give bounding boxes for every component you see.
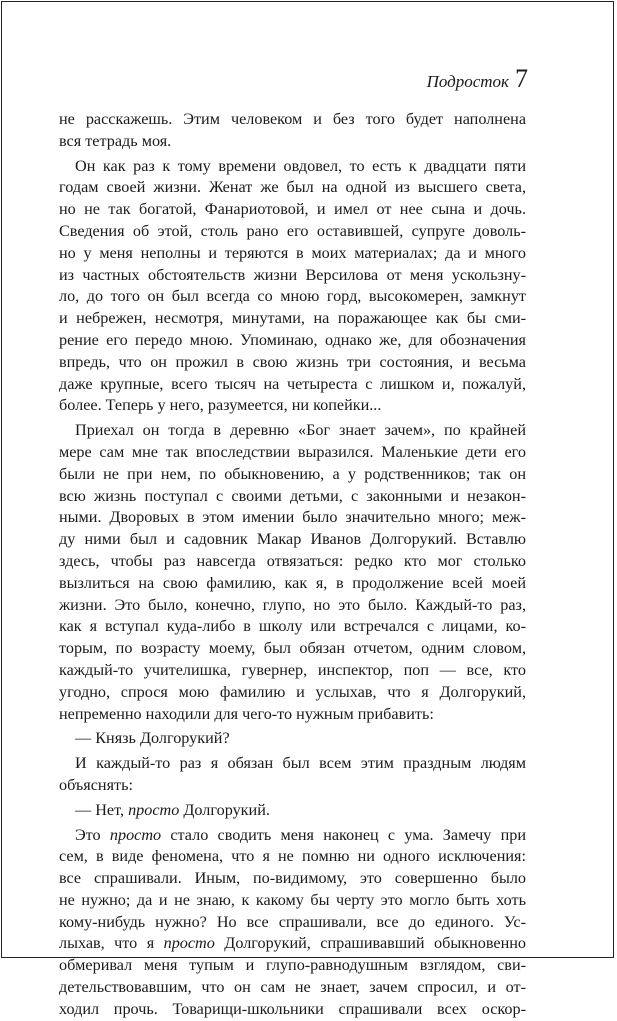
text-line: жизни. Это было, конечно, глупо, но это было. Каждый-то раз,: [59, 595, 526, 614]
text-line: Приехал он тогда в деревню «Бог знает зачем», по крайней: [75, 421, 526, 440]
text-line: не расскажешь. Этим человеком и без того будет наполнена: [59, 110, 526, 128]
text-line: объяснять:: [59, 775, 133, 794]
text-line: [59, 825, 526, 847]
text-line: но не так богатой, Фанариотовой, и имел от нее сына и дочь.: [59, 200, 526, 219]
text-line: ду ними был и садовник Макар Иванов Долгорукий. Вставлю: [59, 530, 526, 549]
text-line: и небрежен, несмотря, минутами, на поражающее как бы сми-: [59, 309, 526, 328]
text-line: годам своей жизни. Женат же был на одной из высшего света,: [59, 178, 526, 197]
emphasis: просто: [128, 800, 180, 819]
emphasis: просто: [109, 825, 162, 844]
page-number: 7: [515, 64, 528, 93]
body-text: [59, 109, 526, 1021]
text-line: все спрашивали. Иным, по-видимому, это совершенно было: [59, 869, 526, 888]
text-line: угодно, спрося мою фамилию и услыхав, что я Долгорукий,: [59, 682, 526, 701]
text-line: были не при нем, по обыкновению, а у родственников; так он: [59, 464, 526, 483]
dialogue-line: — Князь Долгорукий?: [75, 729, 230, 748]
text-span: стало сводить меня наконец с ума. Замечу при: [161, 825, 526, 844]
text-line: но у меня неполны и теряются в моих материалах; да и много: [59, 243, 526, 262]
text-line: как я вступал куда-либо в школу или встречался с лицами, ко-: [59, 617, 526, 636]
text-line: даже крупные, всего тысяч на четыреста с лишком и, пожалуй,: [59, 374, 526, 393]
text-line: каждый-то учителишка, гувернер, инспектор, поп — все, кто: [59, 660, 526, 679]
dialogue-line: [59, 800, 526, 822]
emphasis: просто: [163, 934, 215, 953]
text-line: ло, до того он был всегда со мною горд, высокомерен, замкнут: [59, 287, 526, 306]
text-line: ными. Дворовых в этом имении было значительно много; меж-: [59, 508, 526, 527]
text-line: здесь, чтобы раз навсегда отвязаться: редко кто мог столько: [59, 551, 526, 570]
text-line: сем, в виде феномена, что я не помню ни одного исключения:: [59, 847, 526, 866]
text-line: рение его передо мною. Упоминаю, однако же, для обозначения: [59, 330, 526, 349]
text-line: детельствовавшим, что он сам не знает, зачем спросил, и от-: [59, 978, 526, 997]
text-line: вся тетрадь моя.: [59, 131, 172, 150]
text-line: более. Теперь у него, разумеется, ни копейки...: [59, 396, 382, 415]
running-head: [427, 64, 528, 94]
text-line: [59, 933, 526, 955]
text-span: — Нет,: [75, 800, 129, 819]
text-line: всю жизнь поступал с своими детьми, с законными и незакон-: [59, 486, 526, 505]
text-line: Он как раз к тому времени овдовел, то есть к двадцати пяти: [75, 156, 526, 175]
text-line: Сведения об этой, столь рано его оставившей, супруге доволь-: [59, 221, 526, 240]
text-line: кому-нибудь нужно? Но все спрашивали, все до единого. Ус-: [59, 912, 526, 931]
text-line: И каждый-то раз я обязан был всем этим праздным людям: [75, 754, 526, 773]
text-line: торым, по возрасту моему, был обязан отчетом, одним словом,: [59, 639, 526, 658]
book-title: Подросток: [426, 72, 509, 91]
text-line: не нужно; да и не знаю, к какому бы черту это могло быть хоть: [59, 890, 526, 909]
text-line: вызлиться на свою фамилию, как я, в продолжение всей моей: [59, 573, 526, 592]
text-span: Долгорукий, спрашивавший обыкновенно: [214, 934, 526, 953]
text-span: Долгорукий.: [179, 800, 270, 819]
text-span: лыхав, что я: [59, 934, 164, 953]
text-line: впредь, что он прожил в свою жизнь три состояния, и весьма: [59, 352, 526, 371]
text-line: ходил прочь. Товарищи-школьники спрашивали всех оскор-: [59, 999, 526, 1018]
text-line: обмеривал меня тупым и глупо-равнодушным взглядом, сви-: [59, 956, 526, 975]
text-line: непременно находили для чего-то нужным прибавить:: [59, 704, 434, 723]
text-line: из частных обстоятельств жизни Версилова от меня ускользну-: [59, 265, 526, 284]
text-span: Это: [75, 825, 110, 844]
text-line: мере сам мне так впоследствии выразился. Маленькие дети его: [59, 442, 526, 461]
